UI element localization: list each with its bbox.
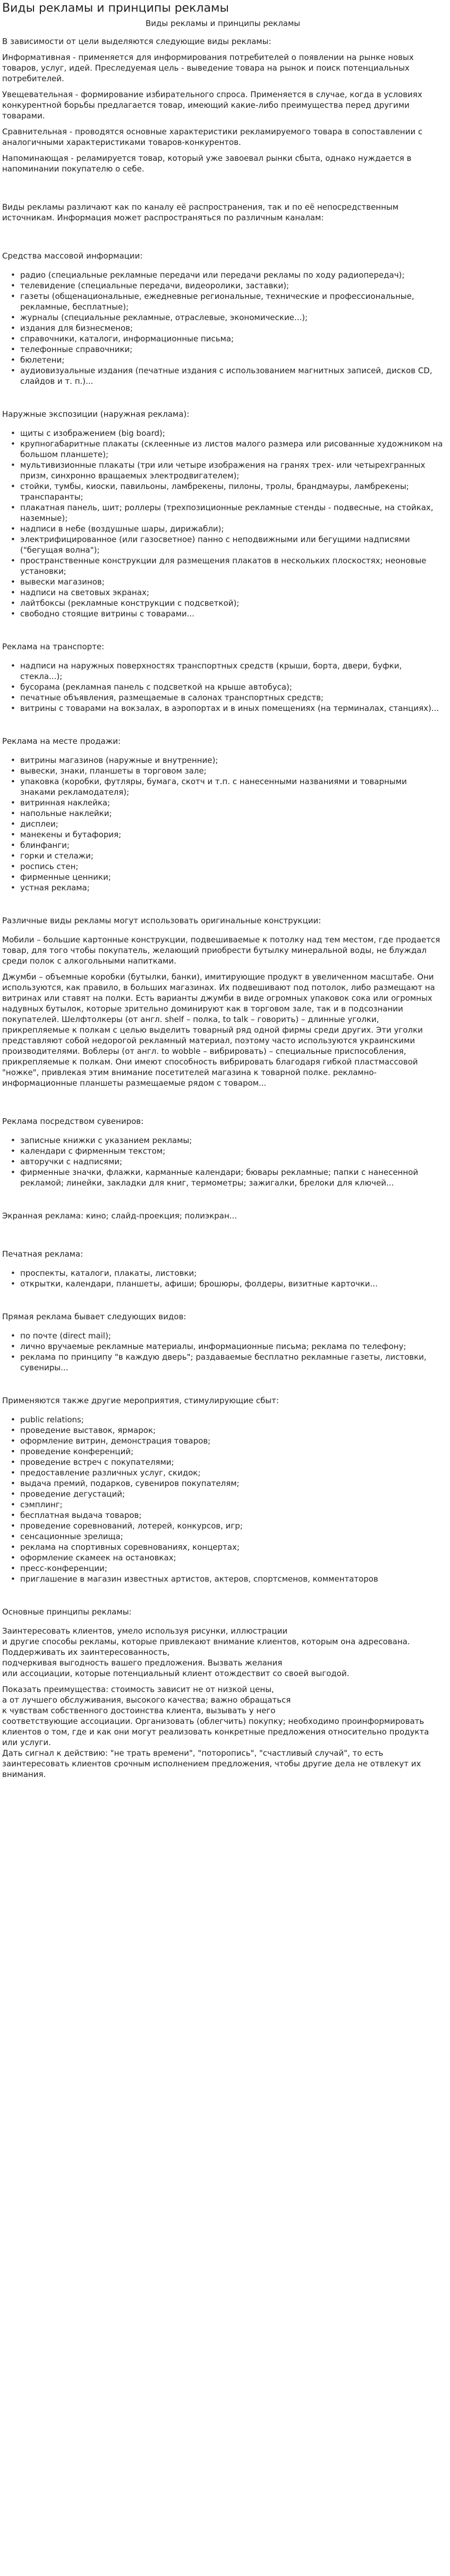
list-item: • дисплеи; — [20, 819, 444, 829]
point-of-sale-list — [2, 755, 444, 893]
page-subtitle: Виды рекламы и принципы рекламы — [145, 19, 301, 28]
list-item: • предоставление различных услуг, скидок; — [20, 1467, 444, 1478]
souvenirs-list — [2, 1135, 444, 1188]
list-item: • проведение встреч с покупателями; — [20, 1457, 444, 1467]
list-item: • календари с фирменным текстом; — [20, 1146, 444, 1156]
list-item: • пресс-конференции; — [20, 1563, 444, 1574]
list-item: • мультивизионные плакаты (три или четыре изображения на гранях трех- или четырехгранных призм, синхронно вращаемых электродвигателем); — [20, 460, 444, 481]
list-item: • фирменные значки, флажки, карманные календари; бювары рекламные; папки с нанесенной рекламой; линейки, закладки для книг, термометры; зажигалки, брелоки для ключей... — [20, 1167, 444, 1188]
list-item: • свободно стоящие витрины с товарами... — [20, 608, 444, 619]
list-item: • манекены и бутафория; — [20, 829, 444, 840]
list-item: • печатные объявления, размещаемые в салонах транспортных средств; — [20, 692, 444, 703]
list-item: • витрины магазинов (наружные и внутренние); — [20, 755, 444, 766]
list-item: • сенсационные зрелища; — [20, 1531, 444, 1542]
list-item: • public relations; — [20, 1414, 444, 1425]
list-item: • реклама на спортивных соревнованиях, концертах; — [20, 1542, 444, 1552]
section-heading-mass-media: Средства массовой информации: — [2, 251, 143, 261]
list-item: • надписи на световых экранах; — [20, 587, 444, 598]
list-item: • справочники, каталоги, информационные письма; — [20, 333, 444, 344]
list-item: • авторучки с надписями; — [20, 1156, 444, 1167]
section-heading-original: Различные виды рекламы могут использовать оригинальные конструкции: — [2, 916, 321, 925]
principles-paragraph: Заинтересовать клиентов, умело используя рисунки, иллюстрации и другие способы рекламы, которые привлекают внимание клиентов, которым она адресована. Поддерживать их заинтересованность, подчеркивая выгодность вашего предложения. Вызвать желания или ассоциации, которые потенциальный клиент отождествит со своей выгодой. — [2, 1626, 410, 1678]
list-item: • открытки, календари, планшеты, афиши; брошюры, фолдеры, визитные карточки... — [20, 1278, 444, 1289]
list-item: • радио (специальные рекламные передачи или передачи рекламы по ходу радиопередач); — [20, 270, 444, 280]
list-item: • бусорама (рекламная панель с подсветкой на крыше автобуса); — [20, 682, 444, 692]
list-item: • сэмплинг; — [20, 1499, 444, 1510]
channels-intro: Виды рекламы различают как по каналу её распространения, так и по её непосредственным источникам. Информация может распространяться по различным каналам: — [2, 202, 399, 222]
transport-list — [2, 660, 444, 714]
list-item: • по почте (direct mail); — [20, 1330, 444, 1341]
list-item: • проведение выставок, ярмарок; — [20, 1425, 444, 1436]
list-item: • проведение конференций; — [20, 1446, 444, 1457]
list-item: • щиты с изображением (big board); — [20, 428, 444, 439]
screen-ads-line: Экранная реклама: кино; слайд-проекция; полиэкран... — [2, 1211, 237, 1221]
list-item: • надписи в небе (воздушные шары, дирижабли); — [20, 523, 444, 534]
list-item: • стойки, тумбы, киоски, павильоны, ламбрекены, пилоны, тролы, брандмауры, ламбрекены; транспаранты; — [20, 481, 444, 502]
list-item: • телефонные справочники; — [20, 344, 444, 355]
section-heading-souvenirs: Реклама посредством сувениров: — [2, 1117, 144, 1126]
section-heading-principles: Основные принципы рекламы: — [2, 1607, 132, 1617]
list-item: • телевидение (специальные передачи, видеоролики, заставки); — [20, 280, 444, 291]
intro-paragraph: Информативная - применяется для информирования потребителей о появлении на рынке новых товаров, услуг, идей. Преследуемая цель - выведение товара на рынок и поиск потенциальных потребителей. — [2, 53, 414, 83]
list-item: • блинфанги; — [20, 840, 444, 851]
list-item: • плакатная панель, шит; роллеры (трехпозиционные рекламные стенды - подвесные, на стойках, наземные); — [20, 502, 444, 523]
mobiles-paragraph: Мобили – большие картонные конструкции, подвешиваемые к потолку над тем местом, где продается товар, для того чтобы покупатель, желающий приобрести бутылку минеральной воды, не блуждал среди полок с алкогольными напитками. — [2, 935, 440, 966]
list-item: • напольные наклейки; — [20, 808, 444, 819]
events-list — [2, 1414, 444, 1584]
list-item: • упаковка (коробки, футляры, бумага, скотч и т.п. с нанесенными названиями и товарными знаками рекламодателя); — [20, 776, 444, 797]
list-item: • горки и стелажи; — [20, 851, 444, 861]
list-item: • лично вручаемые рекламные материалы, информационные письма; реклама по телефону; — [20, 1341, 444, 1352]
list-item: • лайтбоксы (рекламные конструкции с подсветкой); — [20, 598, 444, 608]
list-item: • устная реклама; — [20, 882, 444, 893]
intro-paragraph: Увещевательная - формирование избирательного спроса. Применяется в случае, когда в условиях конкурентной борьбы предлагается товар, имеющий какие-либо преимущества перед другими товарами. — [2, 90, 422, 121]
list-item: • вывески, знаки, планшеты в торговом зале; — [20, 766, 444, 776]
section-heading-direct: Прямая реклама бывает следующих видов: — [2, 1312, 186, 1321]
mass-media-list — [2, 270, 444, 387]
list-item: • приглашение в магазин известных артистов, актеров, спортсменов, комментаторов — [20, 1574, 444, 1584]
list-item: • записные книжки с указанием рекламы; — [20, 1135, 444, 1146]
list-item: • журналы (специальные рекламные, отраслевые, экономические...); — [20, 312, 444, 323]
list-item: • роспись стен; — [20, 861, 444, 872]
print-list — [2, 1268, 444, 1289]
jumbi-paragraph: Джумби – объемные коробки (бутылки, банки), имитирующие продукт в увеличенном масштабе. Они используются, как правило, в больших магазинах. Их подвешивают под потолок, либо размещают на витринах или ставят на полки. Есть варианты джумби в виде огромных упаковок сока или огромных надувных бутылок, которые зрительно доминируют как в торговом зале, так и в подсознании покупателей. Шелфтолкеры (от англ. shelf – полка, to talk – говорить) – длинные уголки, прикрепляемые к полкам с целью выделить товарный ряд одной фирмы среди других. Эти уголки представляют собой недорогой рекламный материал, поэтому часто используются украинскими производителями. Воблеры (от англ. to wobble – вибрировать) – специальные приспособления, прикрепляемые к полкам. Они имеют способность вибрировать благодаря гибкой пластмассовой "ножке", привлекая этим внимание посетителей магазина к товарной полке. рекламно-информационные планшеты размещаемые рядом с товаром... — [2, 972, 435, 1088]
intro-paragraph: Сравнительная - проводятся основные характеристики рекламируемого товара в сопоставлении с аналогичными характеристиками товаров-конкурентов. — [2, 127, 423, 147]
section-heading-events: Применяются также другие мероприятия, стимулирующие сбыт: — [2, 1396, 279, 1405]
list-item: • витрины с товарами на вокзалах, в аэропортах и в иных помещениях (на терминалах, станциях)... — [20, 703, 444, 714]
list-item: • оформление витрин, демонстрация товаров; — [20, 1436, 444, 1446]
intro-paragraph: В зависимости от цели выделяются следующие виды рекламы: — [2, 37, 271, 46]
list-item: • реклама по принципу "в каждую дверь"; раздаваемые бесплатно рекламные газеты, листовки, сувениры... — [20, 1352, 444, 1373]
section-heading-print: Печатная реклама: — [2, 1249, 83, 1259]
list-item: • проведение соревнований, лотерей, конкурсов, игр; — [20, 1521, 444, 1531]
direct-list — [2, 1330, 444, 1373]
list-item: • надписи на наружных поверхностях транспортных средств (крыши, борта, двери, буфки, стекла...); — [20, 660, 444, 682]
list-item: • электрифицированное (или газосветное) панно с неподвижными или бегущими надписями ("бегущая волна"); — [20, 534, 444, 555]
page-title: Виды рекламы и принципы рекламы — [2, 2, 229, 15]
list-item: • аудиовизуальные издания (печатные издания с использованием магнитных записей, дисков CD, слайдов и т. п.)... — [20, 365, 444, 387]
list-item: • выдача премий, подарков, сувениров покупателям; — [20, 1478, 444, 1489]
list-item: • газеты (общенациональные, ежедневные региональные, технические и профессиональные, рекламные, бесплатные); — [20, 291, 444, 312]
list-item: • проведение дегустаций; — [20, 1489, 444, 1499]
list-item: • пространственные конструкции для размещения плакатов в нескольких плоскостях; неоновые установки; — [20, 555, 444, 577]
principles-paragraph: Показать преимущества: стоимость зависит не от низкой цены, а от лучшего обслуживания, высокого качества; важно обращаться к чувствам собственного достоинства клиента, вызывать у него соответствующие ассоциации. Организовать (облегчить) покупку; необходимо проинформировать клиентов о том, где и как они могут реализовать конкретные предложения относительно продукта или услуги. Дать сигнал к действию: "не трать времени", "поторопись", "счастливый случай", то есть заинтересовать клиентов срочным исполнением предложения, чтобы другие дела не отвлекут их внимания. — [2, 1685, 429, 1779]
section-heading-transport: Реклама на транспорте: — [2, 642, 105, 651]
list-item: • бюлетени; — [20, 355, 444, 365]
list-item: • оформление скамеек на остановках; — [20, 1552, 444, 1563]
outdoor-list — [2, 428, 444, 619]
list-item: • проспекты, каталоги, плакаты, листовки; — [20, 1268, 444, 1278]
section-heading-outdoor: Наружные экспозиции (наружная реклама): — [2, 409, 190, 419]
intro-paragraph: Напоминающая - реламируется товар, который уже завоевал рынки сбыта, однако нуждается в напоминании покупателю о себе. — [2, 153, 412, 174]
section-heading-point-of-sale: Реклама на месте продажи: — [2, 736, 121, 746]
list-item: • фирменные ценники; — [20, 872, 444, 882]
list-item: • вывески магазинов; — [20, 577, 444, 587]
list-item: • издания для бизнесменов; — [20, 323, 444, 333]
list-item: • витринная наклейка; — [20, 797, 444, 808]
list-item: • бесплатная выдача товаров; — [20, 1510, 444, 1521]
list-item: • крупногабаритные плакаты (склеенные из листов малого размера или рисованные художником на большом планшете); — [20, 439, 444, 460]
